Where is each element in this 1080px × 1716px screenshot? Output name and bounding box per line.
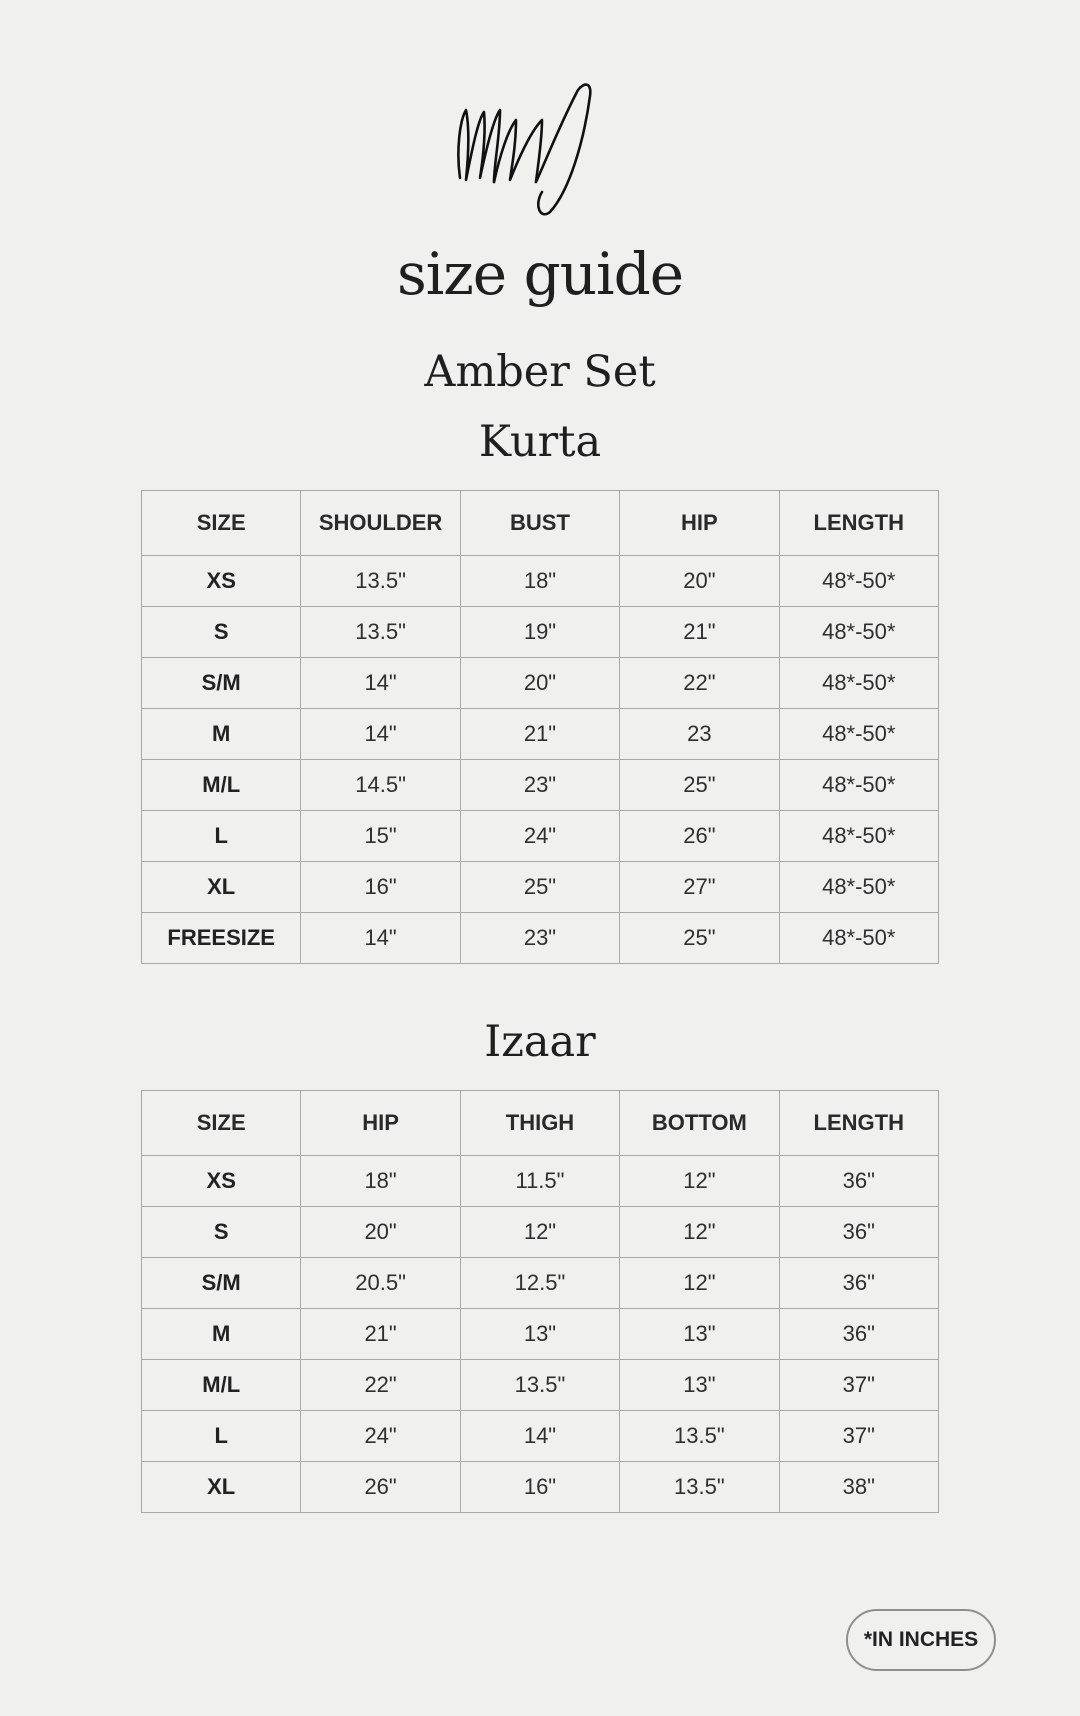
size-cell: M — [142, 1309, 301, 1360]
kurta-size-table — [141, 490, 939, 964]
length-cell: 48*-50* — [779, 556, 938, 607]
column-header-size: SIZE — [142, 491, 301, 556]
table-row — [142, 1156, 939, 1207]
shoulder-cell: 14" — [301, 913, 460, 964]
bust-cell: 23" — [460, 760, 619, 811]
set-title: Amber Set — [424, 347, 656, 397]
bust-cell: 20" — [460, 658, 619, 709]
hip-cell: 26" — [620, 811, 779, 862]
units-note-badge — [846, 1609, 996, 1671]
bust-cell: 19" — [460, 607, 619, 658]
thigh-cell: 14" — [460, 1411, 619, 1462]
table-row — [142, 1360, 939, 1411]
hip-cell: 26" — [301, 1462, 460, 1513]
table-row — [142, 1207, 939, 1258]
length-cell: 48*-50* — [779, 658, 938, 709]
column-header-hip: HIP — [301, 1091, 460, 1156]
hip-cell: 27" — [620, 862, 779, 913]
izaar-section-title: Izaar — [484, 1017, 596, 1067]
bust-cell: 24" — [460, 811, 619, 862]
bottom-cell: 13.5" — [620, 1411, 779, 1462]
length-cell: 36" — [779, 1309, 938, 1360]
bust-cell: 21" — [460, 709, 619, 760]
brand-logo — [450, 80, 620, 225]
length-cell: 36" — [779, 1207, 938, 1258]
size-cell: M/L — [142, 1360, 301, 1411]
hip-cell: 20" — [301, 1207, 460, 1258]
hip-cell: 21" — [301, 1309, 460, 1360]
hip-cell: 22" — [301, 1360, 460, 1411]
bust-cell: 23" — [460, 913, 619, 964]
hip-cell: 20.5" — [301, 1258, 460, 1309]
hip-cell: 23 — [620, 709, 779, 760]
table-row — [142, 760, 939, 811]
column-header-thigh: THIGH — [460, 1091, 619, 1156]
size-cell: XL — [142, 1462, 301, 1513]
size-cell: S — [142, 607, 301, 658]
table-row — [142, 658, 939, 709]
shoulder-cell: 13.5" — [301, 607, 460, 658]
length-cell: 36" — [779, 1258, 938, 1309]
length-cell: 48*-50* — [779, 862, 938, 913]
table-row — [142, 811, 939, 862]
table-row — [142, 1258, 939, 1309]
thigh-cell: 12" — [460, 1207, 619, 1258]
shoulder-cell: 14" — [301, 709, 460, 760]
table-row — [142, 1309, 939, 1360]
hip-cell: 21" — [620, 607, 779, 658]
table-header-row — [142, 491, 939, 556]
size-cell: L — [142, 1411, 301, 1462]
hip-cell: 20" — [620, 556, 779, 607]
size-cell: S/M — [142, 1258, 301, 1309]
length-cell: 48*-50* — [779, 709, 938, 760]
table-header-row — [142, 1091, 939, 1156]
hip-cell: 18" — [301, 1156, 460, 1207]
length-cell: 38" — [779, 1462, 938, 1513]
size-cell: S/M — [142, 658, 301, 709]
column-header-size: SIZE — [142, 1091, 301, 1156]
shoulder-cell: 15" — [301, 811, 460, 862]
bust-cell: 25" — [460, 862, 619, 913]
table-row — [142, 913, 939, 964]
size-cell: XS — [142, 556, 301, 607]
hip-cell: 25" — [620, 760, 779, 811]
size-cell: FREESIZE — [142, 913, 301, 964]
bottom-cell: 12" — [620, 1207, 779, 1258]
hip-cell: 22" — [620, 658, 779, 709]
length-cell: 48*-50* — [779, 913, 938, 964]
length-cell: 37" — [779, 1360, 938, 1411]
thigh-cell: 13.5" — [460, 1360, 619, 1411]
table-row — [142, 607, 939, 658]
column-header-bust: BUST — [460, 491, 619, 556]
bottom-cell: 13.5" — [620, 1462, 779, 1513]
column-header-bottom: BOTTOM — [620, 1091, 779, 1156]
shoulder-cell: 13.5" — [301, 556, 460, 607]
table-row — [142, 1411, 939, 1462]
table-row — [142, 709, 939, 760]
bust-cell: 18" — [460, 556, 619, 607]
size-cell: S — [142, 1207, 301, 1258]
table-row — [142, 862, 939, 913]
size-cell: XL — [142, 862, 301, 913]
column-header-length: LENGTH — [779, 491, 938, 556]
size-cell: M — [142, 709, 301, 760]
shoulder-cell: 14" — [301, 658, 460, 709]
column-header-hip: HIP — [620, 491, 779, 556]
page-title: size guide — [396, 240, 684, 308]
table-row — [142, 1462, 939, 1513]
length-cell: 48*-50* — [779, 811, 938, 862]
bottom-cell: 13" — [620, 1360, 779, 1411]
size-cell: XS — [142, 1156, 301, 1207]
length-cell: 36" — [779, 1156, 938, 1207]
bottom-cell: 13" — [620, 1309, 779, 1360]
length-cell: 48*-50* — [779, 607, 938, 658]
shoulder-cell: 16" — [301, 862, 460, 913]
length-cell: 37" — [779, 1411, 938, 1462]
bottom-cell: 12" — [620, 1156, 779, 1207]
kurta-section-title: Kurta — [478, 417, 602, 467]
izaar-size-table — [141, 1090, 939, 1513]
size-cell: M/L — [142, 760, 301, 811]
thigh-cell: 11.5" — [460, 1156, 619, 1207]
column-header-shoulder: SHOULDER — [301, 491, 460, 556]
thigh-cell: 12.5" — [460, 1258, 619, 1309]
bottom-cell: 12" — [620, 1258, 779, 1309]
size-cell: L — [142, 811, 301, 862]
units-note-text: *IN INCHES — [863, 1628, 979, 1651]
thigh-cell: 13" — [460, 1309, 619, 1360]
shoulder-cell: 14.5" — [301, 760, 460, 811]
thigh-cell: 16" — [460, 1462, 619, 1513]
table-row — [142, 556, 939, 607]
length-cell: 48*-50* — [779, 760, 938, 811]
column-header-length: LENGTH — [779, 1091, 938, 1156]
hip-cell: 24" — [301, 1411, 460, 1462]
hip-cell: 25" — [620, 913, 779, 964]
